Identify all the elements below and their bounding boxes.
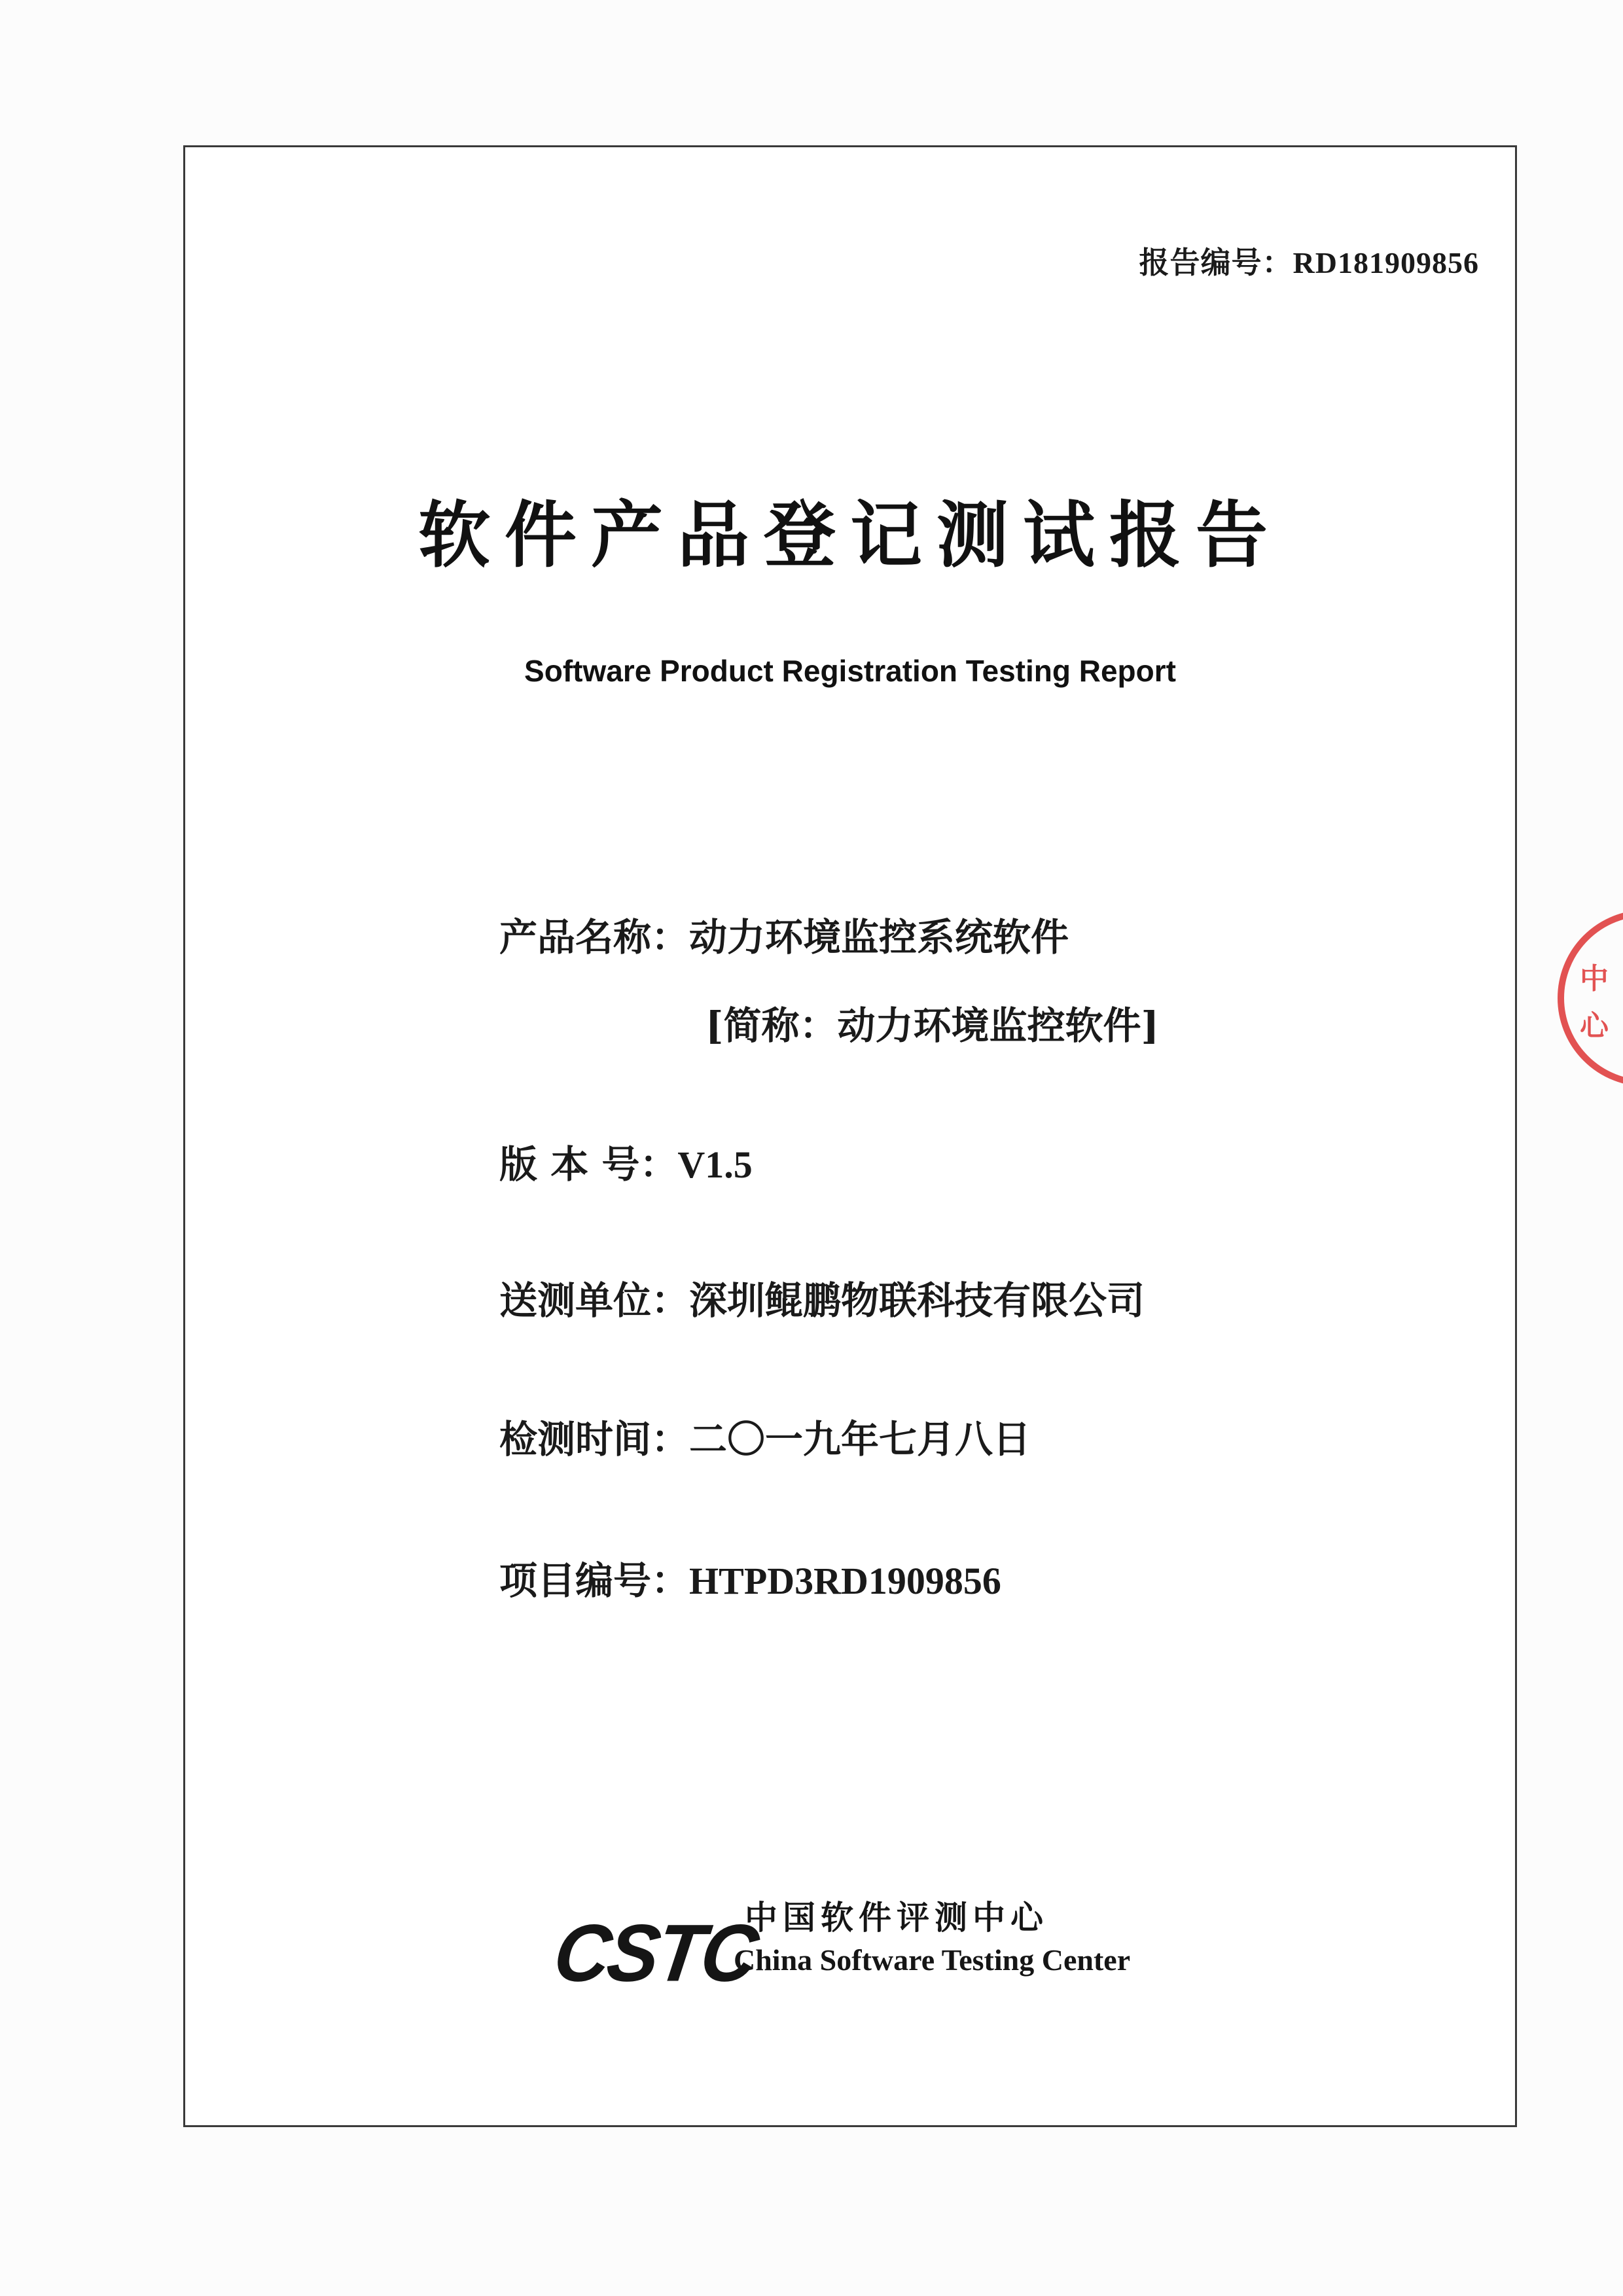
field-project-number (499, 1550, 1001, 1605)
project-number-value: HTPD3RD1909856 (689, 1560, 1001, 1602)
product-name-value: 动力环境监控系统软件 (689, 915, 1069, 960)
title-english: Software Product Registration Testing Report (524, 654, 1176, 688)
field-abbreviation (705, 995, 1159, 1050)
document-frame (183, 145, 1517, 2127)
version-label: 版 本 号： (499, 1142, 678, 1187)
test-time-label: 检测时间： (499, 1417, 690, 1462)
test-time-value: 二〇一九年七月八日 (689, 1417, 1031, 1462)
field-submitting-unit (499, 1270, 1145, 1325)
report-number-label: 报告编号： (1139, 245, 1293, 280)
title-chinese: 软件产品登记测试报告 (418, 493, 1282, 577)
cstc-logo (548, 1892, 1177, 1999)
seal-text (1580, 956, 1609, 1050)
cstc-logo-mark: CSTC (548, 1908, 761, 1999)
report-number-value: RD181909856 (1293, 246, 1479, 279)
seal-char-2: 心 (1580, 1009, 1609, 1043)
submitting-unit-label: 送测单位： (499, 1278, 690, 1323)
field-version (499, 1134, 753, 1189)
cstc-name-english: China Software Testing Center (734, 1943, 1131, 1977)
product-name-label: 产品名称： (499, 915, 690, 960)
project-number-label: 项目编号： (499, 1558, 690, 1603)
report-number (1139, 239, 1479, 282)
field-product-name (499, 906, 1069, 961)
version-value: V1.5 (677, 1143, 753, 1186)
submitting-unit-value: 深圳鲲鹏物联科技有限公司 (689, 1278, 1145, 1323)
cstc-name-chinese: 中国软件评测中心 (745, 1899, 1048, 1937)
field-test-time (499, 1408, 1031, 1463)
seal-char-1: 中 (1580, 962, 1609, 996)
abbreviation-value: [简称：动力环境监控软件] (705, 1003, 1159, 1048)
